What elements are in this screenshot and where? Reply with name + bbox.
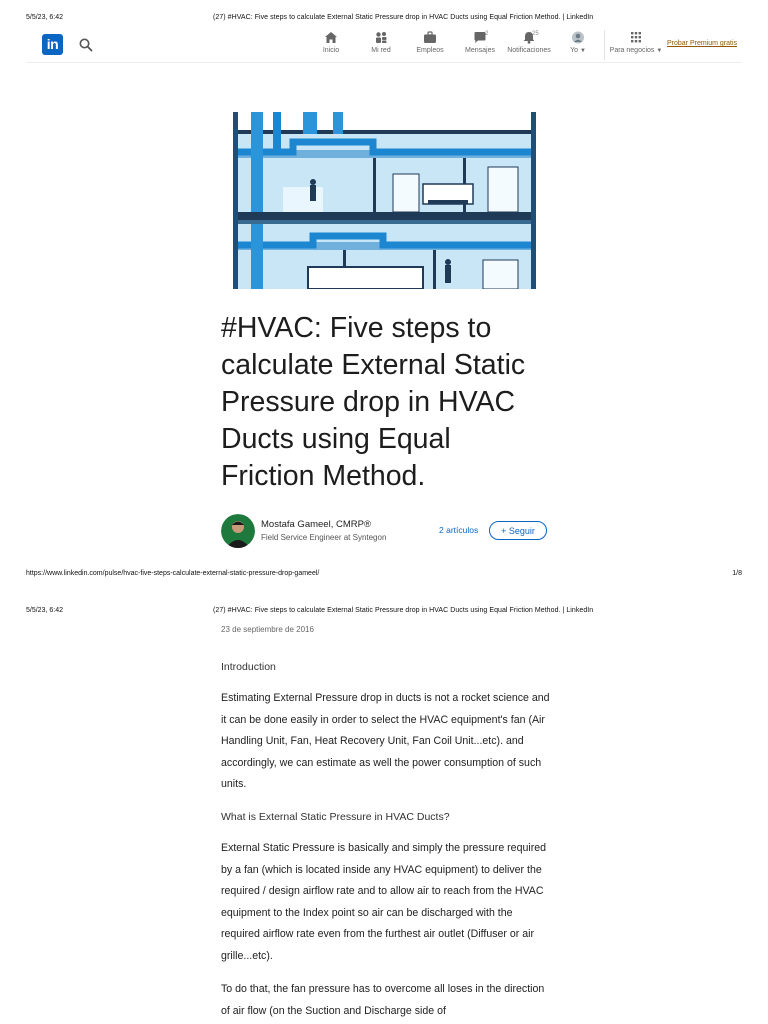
author-role: Field Service Engineer at Syntegon <box>261 533 387 542</box>
nav-messaging-label: Mensajes <box>465 47 495 54</box>
nav-home-label: Inicio <box>322 47 340 54</box>
print-date-2: 5/5/23, 6:42 <box>26 607 63 614</box>
business-chevron-down-icon: ▼ <box>656 48 663 54</box>
grid-icon <box>629 31 643 44</box>
follow-button[interactable]: + Seguir <box>489 521 547 540</box>
nav-business-label: Para negocios <box>609 47 655 54</box>
search-icon[interactable] <box>78 37 94 53</box>
print-url: https://www.linkedin.com/pulse/hvac-five-steps-calculate-external-static-pressure-drop-gameel/ <box>26 570 320 577</box>
briefcase-icon <box>423 31 437 44</box>
nav-notifications-label: Notificaciones <box>507 47 551 54</box>
hvac-building-illustration <box>233 112 536 289</box>
paragraph-1: Estimating External Pressure drop in ducts is not a rocket science and it can be done easily in order to select the HVAC equipment's fan (Air Handling Unit, Fan, Heat Recovery Unit, Fan Coil Unit...etc). and accordingly, we can estimate as well the power consumption of such units. <box>221 692 550 791</box>
nav-business[interactable] <box>606 31 666 54</box>
author-avatar[interactable] <box>221 514 255 548</box>
people-icon <box>374 31 388 44</box>
print-title: (27) #HVAC: Five steps to calculate External Static Pressure drop in HVAC Ducts using Equal Friction Method. | LinkedIn <box>213 14 594 21</box>
home-icon <box>324 31 338 44</box>
nav-me[interactable] <box>548 31 608 54</box>
nav-jobs-label: Empleos <box>416 47 444 54</box>
intro-heading: Introduction <box>221 661 276 673</box>
nav-divider <box>604 30 605 60</box>
premium-link[interactable]: Probar Premium gratis <box>667 40 738 47</box>
paragraph-2: External Static Pressure is basically and simply the pressure required by a fan (which is located inside any HVAC equipment) to deliver the required / design airflow rate and to allow air to reach from the HVAC equipment to the Index point so air can be discharged with the required airflow rate even from the furthest air outlet (Diffuser or air grille...etc). <box>221 842 547 962</box>
linkedin-logo[interactable]: in <box>42 34 63 55</box>
notifications-badge: 25 <box>532 31 539 37</box>
print-title-2: (27) #HVAC: Five steps to calculate External Static Pressure drop in HVAC Ducts using Equal Friction Method. | LinkedIn <box>213 607 594 614</box>
nav-me-label: Yo <box>570 47 578 54</box>
section-heading-esp: What is External Static Pressure in HVAC Ducts? <box>221 811 450 823</box>
print-header <box>26 14 742 26</box>
top-navbar <box>26 28 742 63</box>
publish-date: 23 de septiembre de 2016 <box>221 625 314 634</box>
nav-network-label: Mi red <box>371 47 391 54</box>
print-header-page-2 <box>26 607 742 619</box>
paragraph-3: To do that, the fan pressure has to overcome all loses in the direction of air flow (on the Suction and Discharge side of <box>221 983 545 1017</box>
article-headline: #HVAC: Five steps to calculate External Static Pressure drop in HVAC Ducts using Equal Friction Method. <box>221 312 526 492</box>
print-date: 5/5/23, 6:42 <box>26 14 63 21</box>
author-articles-link[interactable]: 2 artículos <box>439 525 479 535</box>
author-name[interactable]: Mostafa Gameel, CMRP® <box>261 519 371 530</box>
profile-avatar-icon <box>571 31 585 44</box>
me-chevron-down-icon: ▼ <box>579 48 586 54</box>
messaging-badge: 2 <box>485 31 489 37</box>
print-page-number: 1/8 <box>732 570 742 577</box>
